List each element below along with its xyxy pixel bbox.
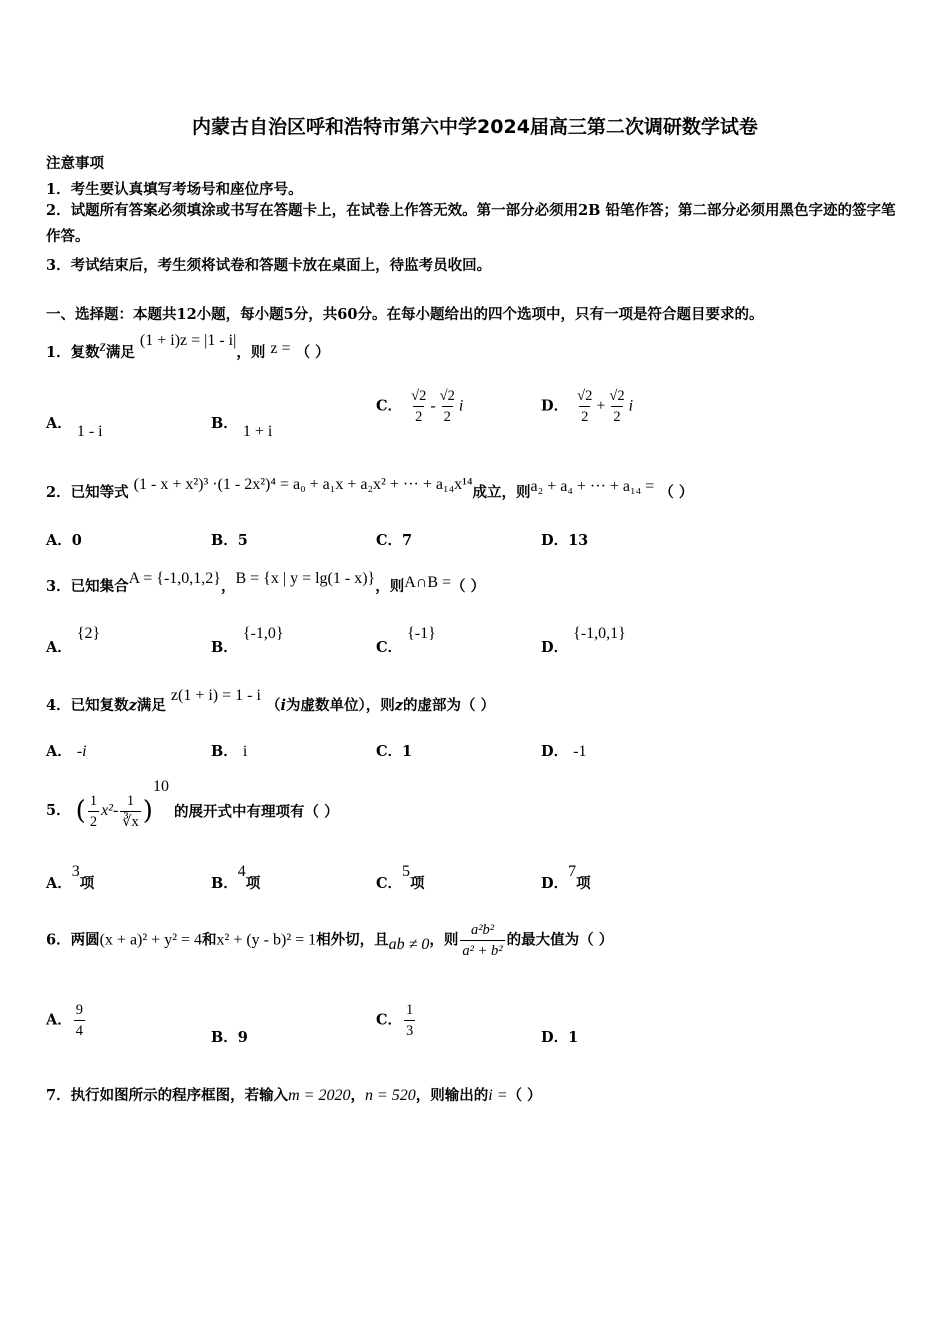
q7-number: 7．执行如图所示的程序框图，若输入 [46,1087,289,1104]
q1-c-minus: - [430,397,436,415]
q2-expression: (1 - x + x²)³ ·(1 - 2x²)⁴ = a₀ + a₁x + a₂x² + ··· + a₁₄x¹⁴ [133,476,473,493]
q4-i: i [280,697,286,714]
q6-c-den: 3 [404,1020,415,1041]
q1-c-den1: 2 [413,406,424,427]
q4-condition: z(1 + i) = 1 - i [170,687,261,704]
q7-n: n = 520 [364,1087,416,1104]
q4-a-label: A． [46,743,72,760]
q3-set-b: B = {x | y = lg(1 - x)} [235,570,376,587]
q3-number: 3．已知集合 [46,578,129,595]
q5-b-unit: 项 [245,875,261,892]
q4-d-label: D． [541,743,569,760]
question-7 [46,1084,542,1105]
q1-d-den2: 2 [611,406,622,427]
q5-root-num: 1 [126,792,135,809]
q3-comma: ， [220,578,236,595]
q1-d-den1: 2 [579,406,590,427]
q3-d-value: {-1,0,1} [573,625,626,642]
q3-ask: A∩B = [404,574,452,591]
q1-c-label: C． [376,397,403,415]
q7-i: i = [488,1087,508,1104]
q2-paren: （ ） [659,484,694,501]
q5-root-den: ∛x [120,811,141,832]
q6-tail: 的最大值为（ ） [506,931,614,949]
exam-title: 内蒙古自治区呼和浩特市第六中学2024届高三第二次调研数学试卷 [192,116,758,138]
question-3 [46,570,486,596]
q3-set-a: A = {-1,0,1,2} [128,570,221,587]
q7-paren: （ ） [507,1087,542,1104]
q1-mid: 满足 [105,343,135,361]
q4-a-value: -i [76,743,87,760]
section-heading: 一、选择题：本题共12小题，每小题5分，共60分。在每小题给出的四个选项中，只有一项是符合题目要求的。 [46,306,764,323]
q6-option-c [376,1000,417,1041]
q5-half-den: 2 [88,811,99,832]
q7-comma: ， [350,1087,365,1104]
q6-c-label: C． [376,1011,403,1029]
q2-number: 2．已知等式 [46,484,129,501]
q7-mid: ，则输出的 [415,1087,489,1104]
q4-b-label: B． [211,743,238,760]
q5-option-b [211,860,261,892]
q5-option-a [46,860,95,892]
q5-d-unit: 项 [576,875,591,892]
q6-condition: ab ≠ 0 [388,935,430,953]
q3-c-label: C． [376,639,403,656]
q1-d-num1: √2 [577,388,593,404]
question-4 [46,687,496,715]
q5-d-label: D． [541,875,569,892]
q4-option-a [46,740,87,761]
q5-option-d [541,860,591,892]
q3-mid: ，则 [375,578,405,595]
q6-circle-2: x² + (y - b)² = 1 [216,931,317,949]
q1-option-d [541,386,633,427]
notice-item-1: 1．考生要认真填写考场号和座位序号。 [46,181,303,198]
q2-option-c: C．7 [376,532,413,549]
q1-option-c [376,386,463,427]
q3-option-d [541,622,626,656]
q1-c-num1: √2 [411,388,427,404]
notice-heading: 注意事项 [46,155,104,172]
q6-and: 和 [202,931,217,949]
q3-a-value: {2} [76,625,101,642]
q6-frac-num: a²b² [470,922,495,938]
q1-then: ，则 [236,343,266,361]
q2-option-d: D．13 [541,532,589,549]
q3-c-value: {-1} [407,625,436,642]
q1-a-label: A． [46,415,72,432]
q4-option-d [541,740,586,761]
q5-x2: x² [101,802,113,819]
q6-option-b: B．9 [211,1029,248,1046]
q5-a-unit: 项 [79,875,95,892]
q1-var: z [99,338,106,355]
q1-d-num2: √2 [609,388,625,404]
q1-number: 1．复数 [46,343,100,361]
q2-sum: a₂ + a₄ + ··· + a₁₄ = [530,478,655,495]
q6-circle-1: (x + a)² + y² = 4 [99,931,203,949]
q5-c-value: 5 [402,863,411,880]
q3-b-label: B． [211,639,238,656]
q5-b-value: 4 [237,863,246,880]
q6-frac-den: a² + b² [462,943,503,959]
q4-option-c: C．1 [376,743,413,760]
q1-option-b [211,412,273,440]
q1-d-label: D． [541,397,569,415]
q5-a-label: A． [46,875,72,892]
q1-c-i: i [458,397,464,415]
q5-option-c [376,860,425,892]
q3-d-label: D． [541,639,569,656]
question-1 [46,331,330,362]
q4-mid: 满足 [136,697,166,714]
question-6 [46,920,613,961]
q1-b-value: 1 + i [242,423,273,440]
q4-option-b [211,740,247,761]
notice-item-3: 3．考试结束后，考生须将试卷和答题卡放在桌面上，待监考员收回。 [46,257,492,274]
q1-d-i: i [628,397,634,415]
q5-half-num: 1 [89,792,98,809]
q1-option-a [46,412,103,440]
question-2 [46,476,694,502]
q7-m: m = 2020 [288,1087,351,1104]
q1-ask: z = [270,339,291,357]
q6-a-label: A． [46,1011,72,1029]
q1-condition: (1 + i)z = |1 - i| [139,331,237,349]
q5-c-label: C． [376,875,403,892]
q2-option-a: A．0 [46,532,82,549]
q3-option-c [376,622,436,656]
q2-option-b: B．5 [211,532,248,549]
q5-c-unit: 项 [410,875,425,892]
q6-number: 6．两圆 [46,931,100,949]
notice-item-2: 2．试题所有答案必须填涂或书写在答题卡上，在试卷上作答无效。第一部分必须用2B 铅笔作答；第二部分必须用黑色字迹的签字笔作答。 [46,202,896,245]
q1-a-value: 1 - i [76,423,103,440]
q1-c-den2: 2 [442,406,453,427]
q3-option-a [46,622,101,656]
q1-d-plus: + [596,397,606,415]
q1-paren: （ ） [295,343,330,361]
question-5: 5． ( $\frac{1}{2}$ x²- $\frac{1}{∛x}$ )$^{10}$ 的展开式中有理项有（ ） [46,778,339,830]
q3-a-label: A． [46,639,72,656]
q6-c-num: 1 [406,1002,414,1018]
q4-paren-open: （ [265,697,281,714]
q2-mid: 成立，则 [472,484,531,501]
q5-b-label: B． [211,875,238,892]
q6-then: ，则 [429,931,459,949]
q5-minus: - [112,802,119,819]
q4-z: z [128,697,137,714]
q4-z2: z [394,697,403,714]
q1-b-label: B． [211,415,238,432]
q4-tail: 的虚部为（ ） [402,697,496,714]
q1-c-num2: √2 [439,388,455,404]
q3-paren: （ ） [451,578,486,595]
q6-mid: 相外切，且 [316,931,389,949]
q5-a-value: 3 [71,863,80,880]
q3-option-b [211,622,284,656]
q4-unit: 为虚数单位），则 [286,697,395,714]
q5-d-value: 7 [568,863,577,880]
q6-a-num: 9 [75,1002,84,1018]
q5-power: 10 [152,778,169,795]
q4-d-value: -1 [573,743,587,760]
q4-b-value: i [242,743,248,760]
q6-option-a [46,1000,87,1041]
q6-a-den: 4 [74,1020,85,1041]
q6-option-d: D．1 [541,1029,579,1046]
q5-tail: 的展开式中有理项有（ ） [174,803,339,821]
q3-b-value: {-1,0} [242,625,284,642]
q5-number: 5． [46,802,71,819]
q4-number: 4．已知复数 [46,697,129,714]
